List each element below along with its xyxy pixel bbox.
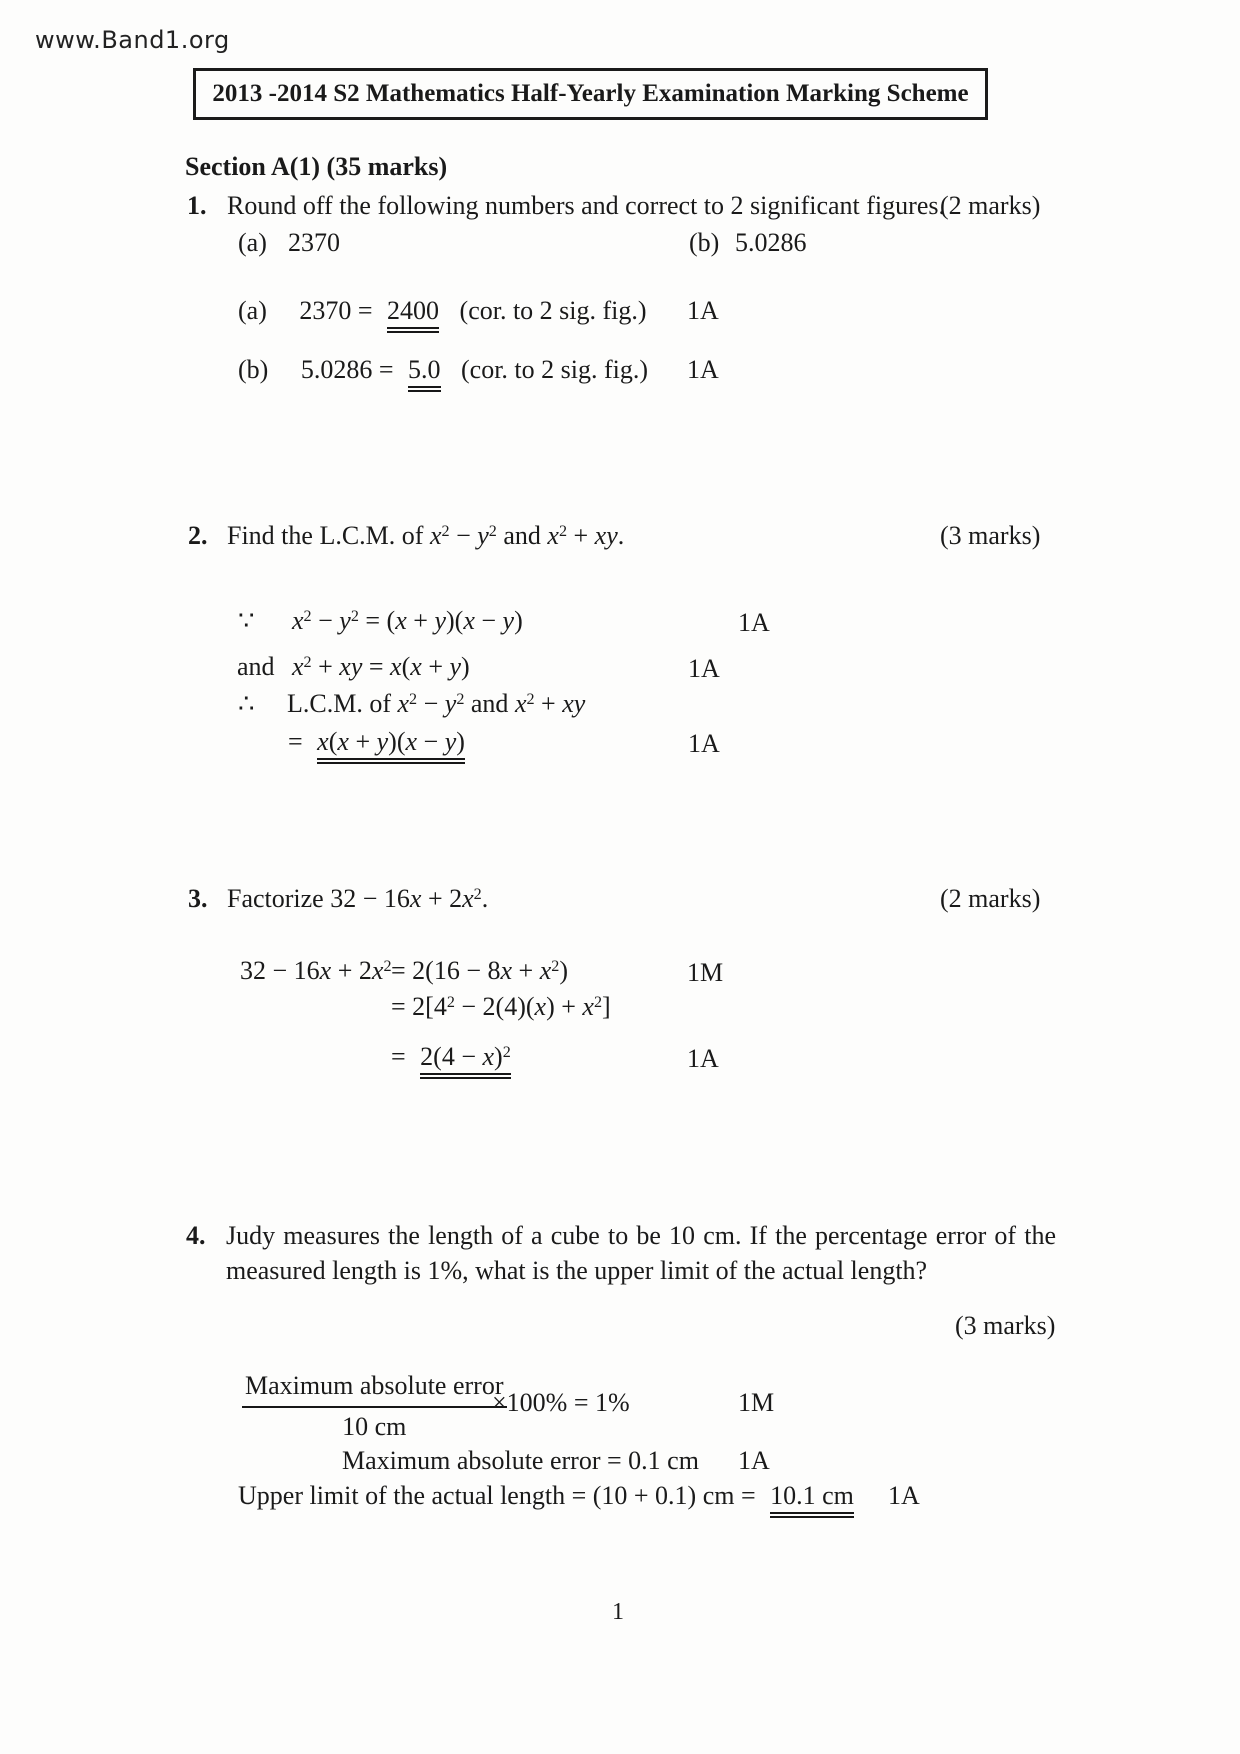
q4-line2: Maximum absolute error = 0.1 cm bbox=[342, 1446, 699, 1475]
q2-line3-formula: L.C.M. of $x^2 - y^2$ and $x^2$ + xy bbox=[287, 689, 586, 718]
q2-answer-eq: = bbox=[288, 727, 303, 756]
q1-answer-a-lhs: 2370 = bbox=[299, 296, 373, 325]
q1-answer-a bbox=[238, 296, 647, 326]
q1-part-b-label: (b) bbox=[689, 228, 720, 257]
q3-answer-eq: = bbox=[391, 1042, 406, 1071]
q1-part-a-label: (a) bbox=[238, 228, 267, 257]
q4-marks: (3 marks) bbox=[955, 1311, 1056, 1340]
q2-line2-mark: 1A bbox=[688, 654, 720, 683]
q4-question-line2: measured length is 1%, what is the upper limit of the actual length? bbox=[226, 1256, 928, 1285]
q1-answer-a-label: (a) bbox=[238, 296, 267, 325]
q1-answer-a-final: 2400 bbox=[387, 296, 439, 333]
q1-answer-b-final: 5.0 bbox=[408, 355, 441, 392]
q2-answer-line bbox=[288, 727, 465, 757]
q1-answer-b-lhs: 5.0286 = bbox=[300, 355, 394, 384]
q1-answer-b-note: (cor. to 2 sig. fig.) bbox=[461, 355, 649, 384]
q2-line2-formula: $x^2$ + xy = x(x + y) bbox=[292, 652, 470, 681]
q1-answer-b-mark: 1A bbox=[687, 355, 719, 384]
q1-part-b-value: 5.0286 bbox=[735, 228, 807, 257]
q3-question-text: Factorize $32 - 16x + 2x^2$. bbox=[227, 884, 489, 913]
q1-marks: (2 marks) bbox=[940, 191, 1041, 220]
q2-line3-label: ∴ bbox=[238, 689, 255, 718]
q4-answer-lhs: Upper limit of the actual length = (10 + 0.1) cm = bbox=[238, 1481, 756, 1510]
q3-answer-line bbox=[391, 1042, 511, 1072]
q3-marks: (2 marks) bbox=[940, 884, 1041, 913]
q1-answer-b bbox=[238, 355, 648, 385]
q3-line1-rhs: = $2(16 - 8x + x^2)$ bbox=[391, 956, 568, 985]
q3-line2: = $2[4^2 - 2(4)(x) + x^2]$ bbox=[391, 992, 611, 1021]
q4-number: 4. bbox=[186, 1221, 206, 1250]
section-heading: Section A(1) (35 marks) bbox=[185, 152, 448, 181]
q4-answer-final: 10.1 cm bbox=[770, 1481, 854, 1518]
q4-answer-line bbox=[238, 1481, 854, 1511]
q4-fraction-denominator: 10 cm bbox=[342, 1412, 407, 1441]
q4-fraction-rhs: ×100% = 1% bbox=[492, 1388, 630, 1417]
q1-answer-a-mark: 1A bbox=[687, 296, 719, 325]
page-number: 1 bbox=[612, 1599, 624, 1625]
q3-line1-lhs: $32 - 16x + 2x^2$ bbox=[240, 956, 392, 985]
q2-line2-label: and bbox=[237, 652, 275, 681]
q4-answer-mark: 1A bbox=[888, 1481, 920, 1510]
q2-answer-final: x(x + y)(x − y) bbox=[317, 727, 465, 764]
q4-line1-mark: 1M bbox=[738, 1388, 775, 1417]
q2-line1-formula: $x^2 - y^2 = (x + y)(x - y)$ bbox=[292, 606, 523, 635]
q4-fraction bbox=[242, 1371, 507, 1442]
q4-question-line1: Judy measures the length of a cube to be 10 cm. If the percentage error of the bbox=[226, 1221, 1056, 1250]
q2-marks: (3 marks) bbox=[940, 521, 1041, 550]
q3-answer-final: $2(4 - x)^2$ bbox=[420, 1042, 511, 1079]
q2-answer-mark: 1A bbox=[688, 729, 720, 758]
q2-line1-label: ∵ bbox=[238, 606, 255, 635]
q1-number: 1. bbox=[187, 191, 207, 220]
q2-line1-mark: 1A bbox=[738, 608, 770, 637]
title-box bbox=[193, 68, 988, 120]
q1-part-a-value: 2370 bbox=[288, 228, 340, 257]
q3-answer-mark: 1A bbox=[687, 1044, 719, 1073]
q3-line1-mark: 1M bbox=[687, 958, 724, 987]
q4-fraction-numerator: Maximum absolute error bbox=[242, 1371, 507, 1408]
q4-line2-mark: 1A bbox=[738, 1446, 770, 1475]
q3-number: 3. bbox=[188, 884, 208, 913]
watermark: www.Band1.org bbox=[35, 26, 230, 54]
q2-question-text: Find the L.C.M. of $x^2 - y^2$ and $x^2$ + xy. bbox=[227, 521, 625, 550]
page-title: 2013 -2014 S2 Mathematics Half-Yearly Examination Marking Scheme bbox=[212, 80, 969, 107]
q1-answer-a-note: (cor. to 2 sig. fig.) bbox=[459, 296, 647, 325]
q1-question-text: Round off the following numbers and correct to 2 significant figures. bbox=[227, 191, 945, 220]
q2-number: 2. bbox=[188, 521, 208, 550]
q1-answer-b-label: (b) bbox=[238, 355, 269, 384]
